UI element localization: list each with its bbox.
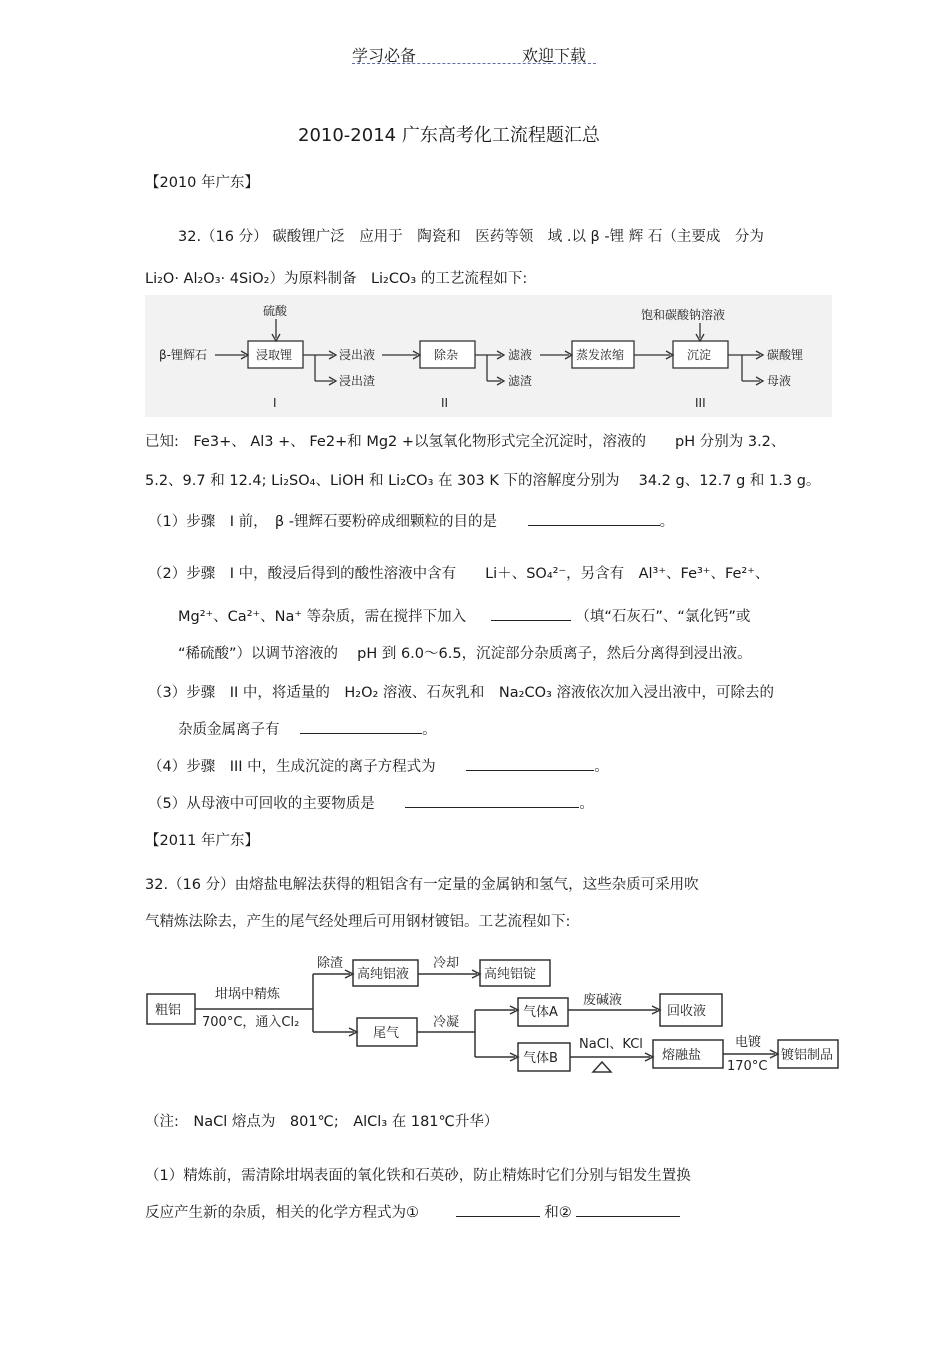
question-5-text: （5）从母液中可回收的主要物质是 [148, 796, 375, 812]
answer-blank-2[interactable] [576, 1202, 680, 1217]
answer-blank[interactable] [300, 719, 422, 734]
salts-added: NaCl、KCl [579, 1037, 643, 1052]
intro-2011-line-1: 32.（16 分）由熔盐电解法获得的粗铝含有一定量的金属钠和氢气，这些杂质可采用吹 [145, 877, 699, 893]
flow-acid: 硫酸 [263, 304, 288, 318]
question-2-line-2 [178, 605, 750, 626]
question-3-line-2 [178, 718, 437, 739]
flow-residue: 浸出渣 [339, 374, 376, 388]
answer-blank[interactable] [466, 756, 594, 771]
plated-product: 镀铝制品 [781, 1048, 834, 1063]
flow-product: 碳酸锂 [767, 348, 804, 362]
refining-label: 坩埚中精炼 [215, 987, 281, 1002]
cooling-label: 冷却 [433, 956, 460, 971]
flow-leachate: 浸出液 [339, 348, 376, 362]
intro-line-1: 32.（16 分） 碳酸锂广泛 应用于 陶瓷和 医药等领 域 .以 β -锂 辉 石（主要成 分为 [178, 229, 764, 245]
page-title: 2010-2014 广东高考化工流程题汇总 [298, 125, 600, 146]
pure-aluminum-ingot: 高纯铝锭 [484, 967, 537, 982]
question-1 [148, 510, 674, 531]
step-label-1: I [273, 396, 277, 410]
question-2-line-1: （2）步骤 I 中，酸浸后得到的酸性溶液中含有 Li＋、SO₄²⁻，另含有 Al³⁺、Fe³⁺、Fe²⁺、 [148, 566, 770, 582]
refining-condition: 700°C，通入Cl₂ [202, 1015, 300, 1030]
crude-aluminum: 粗铝 [155, 1003, 182, 1018]
header-right: 欢迎下载 [522, 46, 587, 65]
question-2-options: （填“石灰石”、“氯化钙”或 [575, 609, 751, 625]
flow-saturated-solution: 饱和碳酸钠溶液 [641, 308, 726, 322]
flowchart-2011 [145, 952, 840, 1080]
question-3-text: 杂质金属离子有 [178, 722, 280, 738]
gas-a: 气体A [523, 1005, 558, 1020]
question-2011-1-text: 反应产生新的杂质，相关的化学方程式为① [145, 1205, 419, 1221]
question-2-line-3: “稀硫酸”）以调节溶液的 pH 到 6.0～6.5，沉淀部分杂质离子，然后分离得到浸出液。 [178, 646, 752, 662]
header-divider [352, 63, 596, 64]
step-label-3: III [695, 396, 706, 410]
gas-b: 气体B [523, 1051, 558, 1066]
period: 。 [594, 759, 609, 775]
question-2-text: Mg²⁺、Ca²⁺、Na⁺ 等杂质，需在搅拌下加入 [178, 609, 467, 625]
period: 。 [422, 722, 437, 738]
known-line-1: 已知: Fe3+、 Al3 +、 Fe2+和 Mg2 +以氢氧化物形式完全沉淀时，溶液的 pH 分别为 3.2、 [145, 434, 786, 450]
flow-leach: 浸取锂 [256, 348, 293, 362]
answer-blank[interactable] [528, 511, 660, 526]
pure-aluminum-liquid: 高纯铝液 [357, 967, 410, 982]
answer-blank[interactable] [491, 606, 571, 621]
waste-alkali: 废碱液 [583, 993, 623, 1008]
flow-precipitate: 沉淀 [687, 348, 712, 362]
condense-label: 冷凝 [433, 1015, 460, 1030]
header-left: 学习必备 [352, 46, 417, 65]
question-2011-1-line-2 [145, 1201, 680, 1222]
question-4 [148, 755, 609, 776]
question-2011-1-line-1: （1）精炼前，需清除坩埚表面的氧化铁和石英砂，防止精炼时它们分别与铝发生置换 [145, 1168, 691, 1184]
section-tag-2010: 【2010 年广东】 [145, 175, 260, 191]
tail-gas: 尾气 [373, 1026, 400, 1041]
recovered-liquid: 回收液 [667, 1004, 707, 1019]
question-4-text: （4）步骤 III 中，生成沉淀的离子方程式为 [148, 759, 436, 775]
plating-temperature: 170°C [727, 1059, 768, 1074]
flow-filtrate: 滤液 [508, 348, 533, 362]
and-label: 和② [544, 1205, 572, 1221]
question-1-text: （1）步骤 I 前， β -锂辉石要粉碎成细颗粒的目的是 [148, 514, 497, 530]
section-tag-2011: 【2011 年广东】 [145, 833, 260, 849]
electroplate-label: 电镀 [735, 1035, 762, 1050]
flow-purify: 除杂 [434, 348, 459, 362]
intro-2011-line-2: 气精炼法除去，产生的尾气经处理后可用钢材镀铝。工艺流程如下: [145, 914, 571, 930]
period: 。 [579, 796, 594, 812]
period: 。 [659, 514, 675, 530]
question-3-line-1: （3）步骤 II 中，将适量的 H₂O₂ 溶液、石灰乳和 Na₂CO₃ 溶液依次加入浸出液中，可除去的 [148, 685, 774, 701]
answer-blank-1[interactable] [456, 1202, 540, 1217]
flowchart-2010 [145, 295, 832, 417]
step-label-2: II [441, 396, 449, 410]
flow-evaporate: 蒸发浓缩 [576, 348, 625, 362]
known-line-2: 5.2、9.7 和 12.4; Li₂SO₄、LiOH 和 Li₂CO₃ 在 303 K 下的溶解度分别为 34.2 g、12.7 g 和 1.3 g。 [145, 473, 821, 489]
note-line: （注: NaCl 熔点为 801℃; AlCl₃ 在 181℃升华） [145, 1114, 499, 1130]
intro-line-2: Li₂O· Al₂O₃· 4SiO₂）为原料制备 Li₂CO₃ 的工艺流程如下: [145, 271, 528, 287]
flow-start: β-锂辉石 [159, 348, 207, 362]
answer-blank[interactable] [405, 793, 579, 808]
molten-salt: 熔融盐 [662, 1048, 702, 1063]
flow-mother-liquor: 母液 [767, 374, 792, 388]
question-5 [148, 792, 594, 813]
slag-removal: 除渣 [317, 956, 344, 971]
flow-filter-residue: 滤渣 [508, 374, 533, 388]
